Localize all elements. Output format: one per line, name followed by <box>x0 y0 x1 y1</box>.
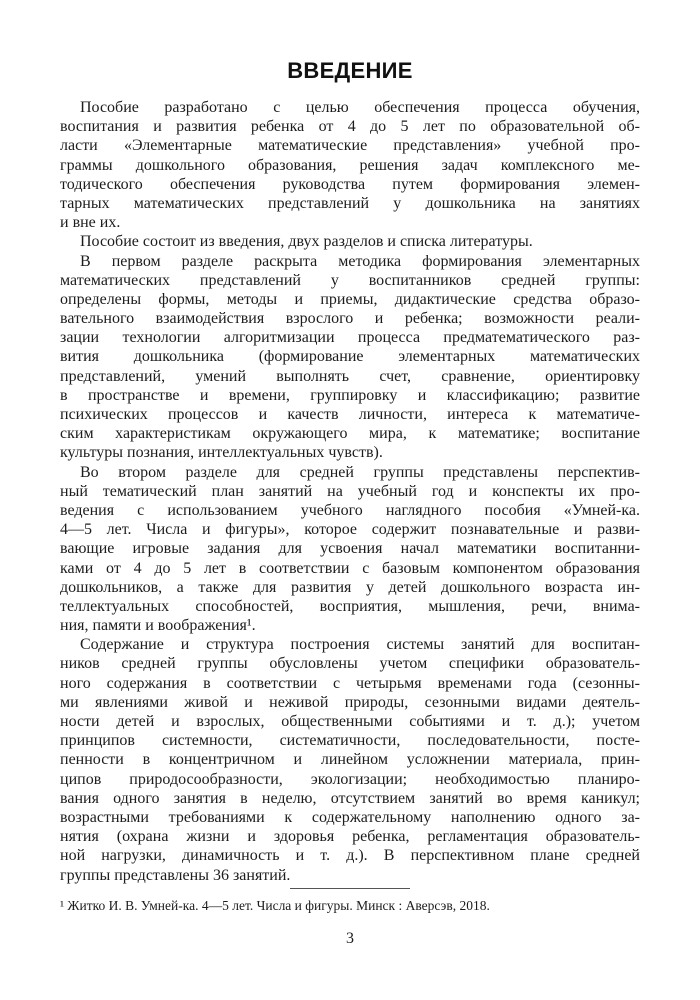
text-line: теллектуальных способностей, восприятия, мышления, речи, внима- <box>60 597 640 615</box>
text-line: ми явлениями живой и неживой природы, сезонными видами деятель- <box>60 693 640 711</box>
text-line: представлений, умений выполнять счет, сравнение, ориентировку <box>60 367 640 385</box>
text-line: Во втором разделе для средней группы представлены перспектив- <box>80 463 640 481</box>
text-line: вающие игровые задания для усвоения начал математики воспитанни- <box>60 540 640 558</box>
text-line: ного содержания в соответствии с четырьмя временами года (сезонны- <box>60 674 640 692</box>
text-line: ципов природосообразности, экологизации; необходимостью планиро- <box>60 770 640 788</box>
text-line: группы представлены 36 занятий. <box>60 866 291 884</box>
text-line: Содержание и структура построения системы занятий для воспитан- <box>80 636 640 654</box>
text-line: ной нагрузки, динамичность и т. д.). В перспективном плане средней <box>60 847 640 865</box>
text-line: ный тематический план занятий на учебный год и конспекты их про- <box>60 482 640 500</box>
text-line: Пособие разработано с целью обеспечения процесса обучения, <box>80 99 640 116</box>
text-line: ведения с использованием учебного наглядного пособия «Умней-ка. <box>60 501 640 519</box>
text-line: Пособие состоит из введения, двух разделов и списка литературы. <box>80 233 533 251</box>
text-line: принципов системности, систематичности, последовательности, посте- <box>60 732 640 750</box>
paragraph <box>60 232 640 251</box>
paragraph <box>60 635 640 884</box>
text-line: дошкольников, а также для развития у детей дошкольного возраста ин- <box>60 578 640 596</box>
text-line: пенности в концентричном и линейном усложнении материала, прин- <box>60 751 640 769</box>
text-line: в пространстве и времени, группировку и классификацию; развитие <box>60 386 640 404</box>
text-line: и вне их. <box>60 214 121 232</box>
body-text <box>60 98 640 885</box>
text-line: граммы дошкольного образования, решения задач комплексного ме- <box>60 156 640 174</box>
text-line: определены формы, методы и приемы, дидактические средства образо- <box>60 290 640 308</box>
text-line: ским характеристикам окружающего мира, к математике; воспитание <box>60 425 640 443</box>
text-line: ками от 4 до 5 лет в соответствии с базовым компонентом образования <box>60 559 640 577</box>
paragraph <box>60 252 640 463</box>
footnote: ¹ Житко И. В. Умней-ка. 4—5 лет. Числа и фигуры. Минск : Аверсэв, 2018. <box>60 897 490 913</box>
text-line: тодического обеспечения руководства путем формирования элемен- <box>60 175 640 193</box>
text-line: ности детей и взрослых, общественными событиями и т. д.); учетом <box>60 713 640 730</box>
text-line: 4—5 лет. Числа и фигуры», которое содержит познавательные и разви- <box>60 521 640 539</box>
text-line: культуры познания, интеллектуальных чувств). <box>60 444 383 462</box>
text-line: воспитания и развития ребенка от 4 до 5 лет по образовательной об- <box>60 118 640 136</box>
text-line: ников средней группы обусловлены учетом специфики образователь- <box>60 655 640 673</box>
text-line: вития дошкольника (формирование элементарных математических <box>60 348 640 366</box>
text-line: ласти «Элементарные математические представления» учебной про- <box>60 137 640 155</box>
paragraph <box>60 98 640 232</box>
text-line: нятия (охрана жизни и здоровья ребенка, регламентация образователь- <box>60 828 640 846</box>
paragraph <box>60 463 640 636</box>
text-line: психических процессов и качеств личности, интереса к математиче- <box>60 406 640 423</box>
page-number: 3 <box>346 929 354 947</box>
text-line: возрастными требованиями к содержательному наполнению одного за- <box>60 808 640 826</box>
text-line: вательного взаимодействия взрослого и ребенка; возможности реали- <box>60 310 640 328</box>
text-line: зации технологии алгоритмизации процесса предматематического раз- <box>60 329 640 347</box>
page-title: ВВЕДЕНИЕ <box>287 58 413 83</box>
footnote-divider <box>290 888 410 889</box>
text-line: В первом разделе раскрыта методика формирования элементарных <box>80 252 640 270</box>
text-line: тарных математических представлений у дошкольника на занятиях <box>60 194 640 212</box>
text-line: ния, памяти и воображения¹. <box>60 617 256 635</box>
text-line: вания одного занятия в неделю, отсутствием занятий во время каникул; <box>60 789 640 807</box>
text-line: математических представлений у воспитанников средней группы: <box>60 271 640 289</box>
